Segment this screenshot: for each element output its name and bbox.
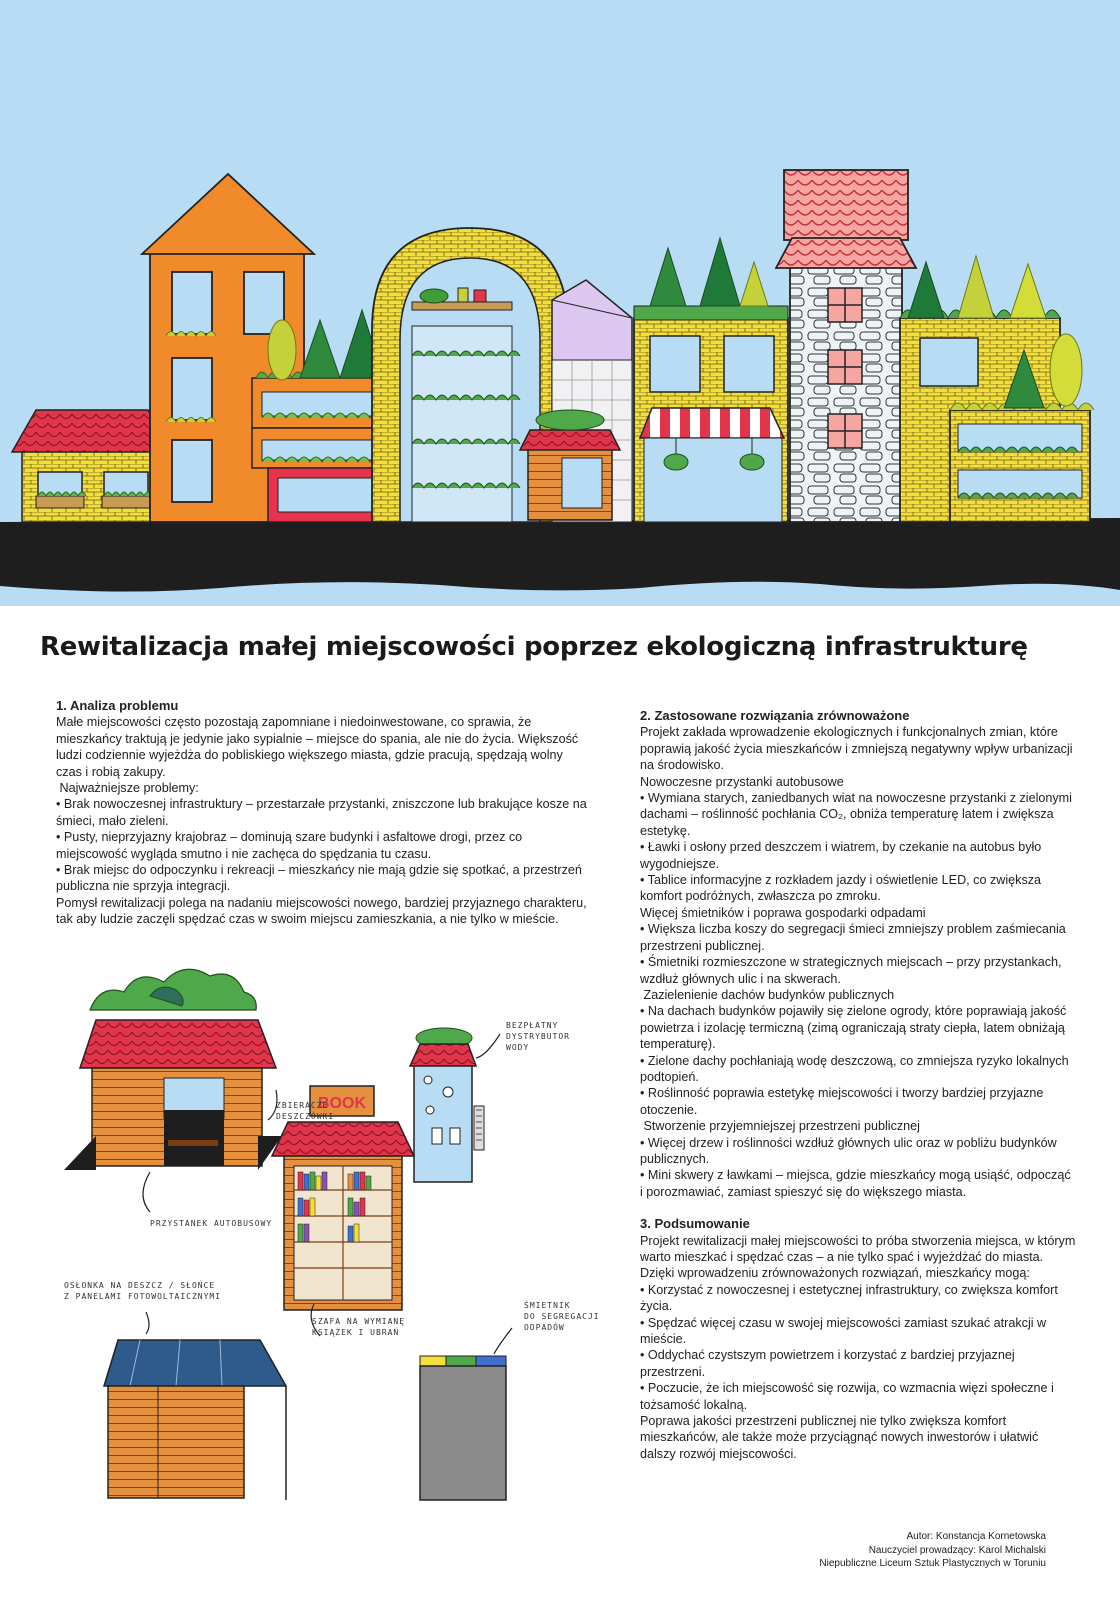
summary-item: • Korzystać z nowoczesnej i estetycznej infrastruktury, co zwiększa komfort życia. [640,1282,1058,1314]
problems-heading: Najważniejsze problemy: [56,781,199,796]
space-item: • Więcej drzew i roślinności wzdłuż głównych ulic oraz w pobliżu budynków publicznych. [640,1135,1057,1166]
water-dispenser-label: BEZPŁATNY DYSTRYBUTOR WODY [506,1021,570,1052]
space-item: • Mini skwery z ławkami – miejsca, gdzie mieszkańcy mogą usiąść, odpocząć i porozmawiać, zamiast spieszyć się do większego miasta. [640,1168,1071,1199]
bus-stop-label: PRZYSTANEK AUTOBUSOWY [150,1219,273,1228]
section3-heading: 3. Podsumowanie [640,1216,750,1232]
bins-heading: Więcej śmietników i poprawa gospodarki odpadami [640,905,926,920]
summary-item: • Oddychać czystszym powietrzem i korzystać z bardziej przyjaznej przestrzeni. [640,1348,1015,1379]
roofs-item: • Na dachach budynków pojawiły się zielone ogrody, które poprawiają jakość powietrza i izolację termiczną (zimą ograniczają straty ciepła, latem obniżają temperaturę). [640,1004,1067,1052]
rain-collector-label: ZBIERACZE DESZCZÓWKI [276,1101,335,1121]
section1-intro: Małe miejscowości często pozostają zapomniane i niedoinwestowane, co sprawia, że mieszkańcy traktują je jedynie jako sypialnie – miejsce do spania, ale nie do życia. Większość ludzi codziennie wyjeżdża do pobliskiego większego miasta, gdzie pracują, spędzają wolny czas i robią zakupy. [56,715,579,779]
problem-item: • Brak nowoczesnej infrastruktury – przestarzałe przystanki, zniszczone lub brakujące kosze na śmieci, mało zieleni. [56,797,587,828]
section3-closing: Poprawa jakości przestrzeni publicznej nie tylko zwiększa komfort mieszkańców, ale także może przyciągnąć nowych inwestorów i ułatwić dalszy rozwój miejscowości. [640,1414,1039,1461]
bus-item: • Ławki i osłony przed deszczem i wiatrem, by czekanie na autobus było wygodniejsze. [640,840,1042,871]
teacher: Nauczyciel prowadzący: Karol Michalski [868,1544,1046,1556]
column-left [56,698,590,928]
problem-item: • Brak miejsc do odpoczynku i rekreacji – mieszkańcy nie mają gdzie się spotkać, a przestrzeń publiczna nie sprzyja integracji. [56,863,582,894]
bus-heading: Nowoczesne przystanki autobusowe [640,774,844,789]
summary-item: • Poczucie, że ich miejscowość się rozwija, co wzmacnia więzi społeczne i tożsamość lokalną. [640,1381,1054,1412]
bus-item: • Tablice informacyjne z rozkładem jazdy i oświetlenie LED, co zwiększa komfort podróżnych, zwłaszcza po zmroku. [640,873,1042,904]
hero-illustration [0,0,1120,606]
section1-idea: Pomysł rewitalizacji polega na nadaniu miejscowości nowego, bardziej przyjaznego charakteru, tak aby ludzie zaczęli spędzać czas w swoim miejscu zamieszkania, a nie tylko w mieście. [56,895,587,927]
section3-intro: Projekt rewitalizacji małej miejscowości to próba stworzenia miejsca, w którym warto mieszkać i spędzać czas – a nie tylko spać i wyjeżdżać do miasta. Dzięki wprowadzeniu zrównoważonych rozwiązań, mieszkańcy mogą: [640,1233,1076,1281]
section2-intro: Projekt zakłada wprowadzenie ekologicznych i funkcjonalnych zmian, które poprawią jakość życia mieszkańców i zmniejszą negatywny wpływ urbanizacji na środowisko. [640,725,1073,773]
bin-label: ŚMIETNIK DO SEGREGACJI ODPADÓW [524,1301,600,1332]
bookcase-label: SZAFA NA WYMIANĘ KSIĄŻEK I UBRAŃ [312,1317,406,1337]
column-right [640,708,1076,1462]
street-illustration [0,0,1120,606]
sketches-area [0,960,640,1520]
section2-heading: 2. Zastosowane rozwiązania zrównoważone [640,708,910,723]
section1-heading: 1. Analiza problemu [56,698,179,713]
roofs-item: • Zielone dachy pochłaniają wodę deszczową, co zmniejsza ryzyko lokalnych podtopień. [640,1053,1069,1084]
credits [819,1530,1046,1571]
summary-item: • Spędzać więcej czasu w swojej miejscowości zamiast szukać atrakcji w mieście. [640,1315,1047,1347]
water-dispenser-sketch [410,1028,484,1182]
problem-item: • Pusty, nieprzyjazny krajobraz – dominują szare budynki i asfaltowe drogi, przez co miejscowość wygląda smutno i nie zachęca do spędzania tu czasu. [56,830,523,861]
shelter-label: OSŁONKA NA DESZCZ / SŁOŃCE Z PANELAMI FOTOWOLTAICZNYMI [64,1281,222,1301]
bins-item: • Śmietniki rozmieszczone w strategicznych miejscach – przy przystankach, wzdłuż głównych ulic i na skwerach. [640,955,1062,986]
roofs-item: • Roślinność poprawia estetykę miejscowości i tworzy bardziej przyjazne otoczenie. [640,1086,1044,1117]
recycling-bin-sketch [420,1356,506,1500]
bus-item: • Wymiana starych, zaniedbanych wiat na nowoczesne przystanki z zielonymi dachami – roślinność pochłania CO₂, obniża temperaturę latem i zwiększa estetykę. [640,791,1072,838]
bins-item: • Większa liczba koszy do segregacji śmieci zmniejszy problem zaśmiecania przestrzeni publicznej. [640,922,1066,953]
book-sign: BOOK [318,1095,366,1112]
roofs-heading: Zazielenienie dachów budynków publicznych [640,987,895,1002]
space-heading: Stworzenie przyjemniejszej przestrzeni publicznej [640,1119,920,1134]
bus-stop-sketch [64,969,282,1170]
author: Autor: Konstancja Kornetowska [906,1531,1046,1542]
school: Niepubliczne Liceum Sztuk Plastycznych w Toruniu [819,1558,1046,1570]
solar-shelter-sketch [104,1340,286,1500]
page-title: Rewitalizacja małej miejscowości poprzez ekologiczną infrastrukturę [40,632,1028,662]
